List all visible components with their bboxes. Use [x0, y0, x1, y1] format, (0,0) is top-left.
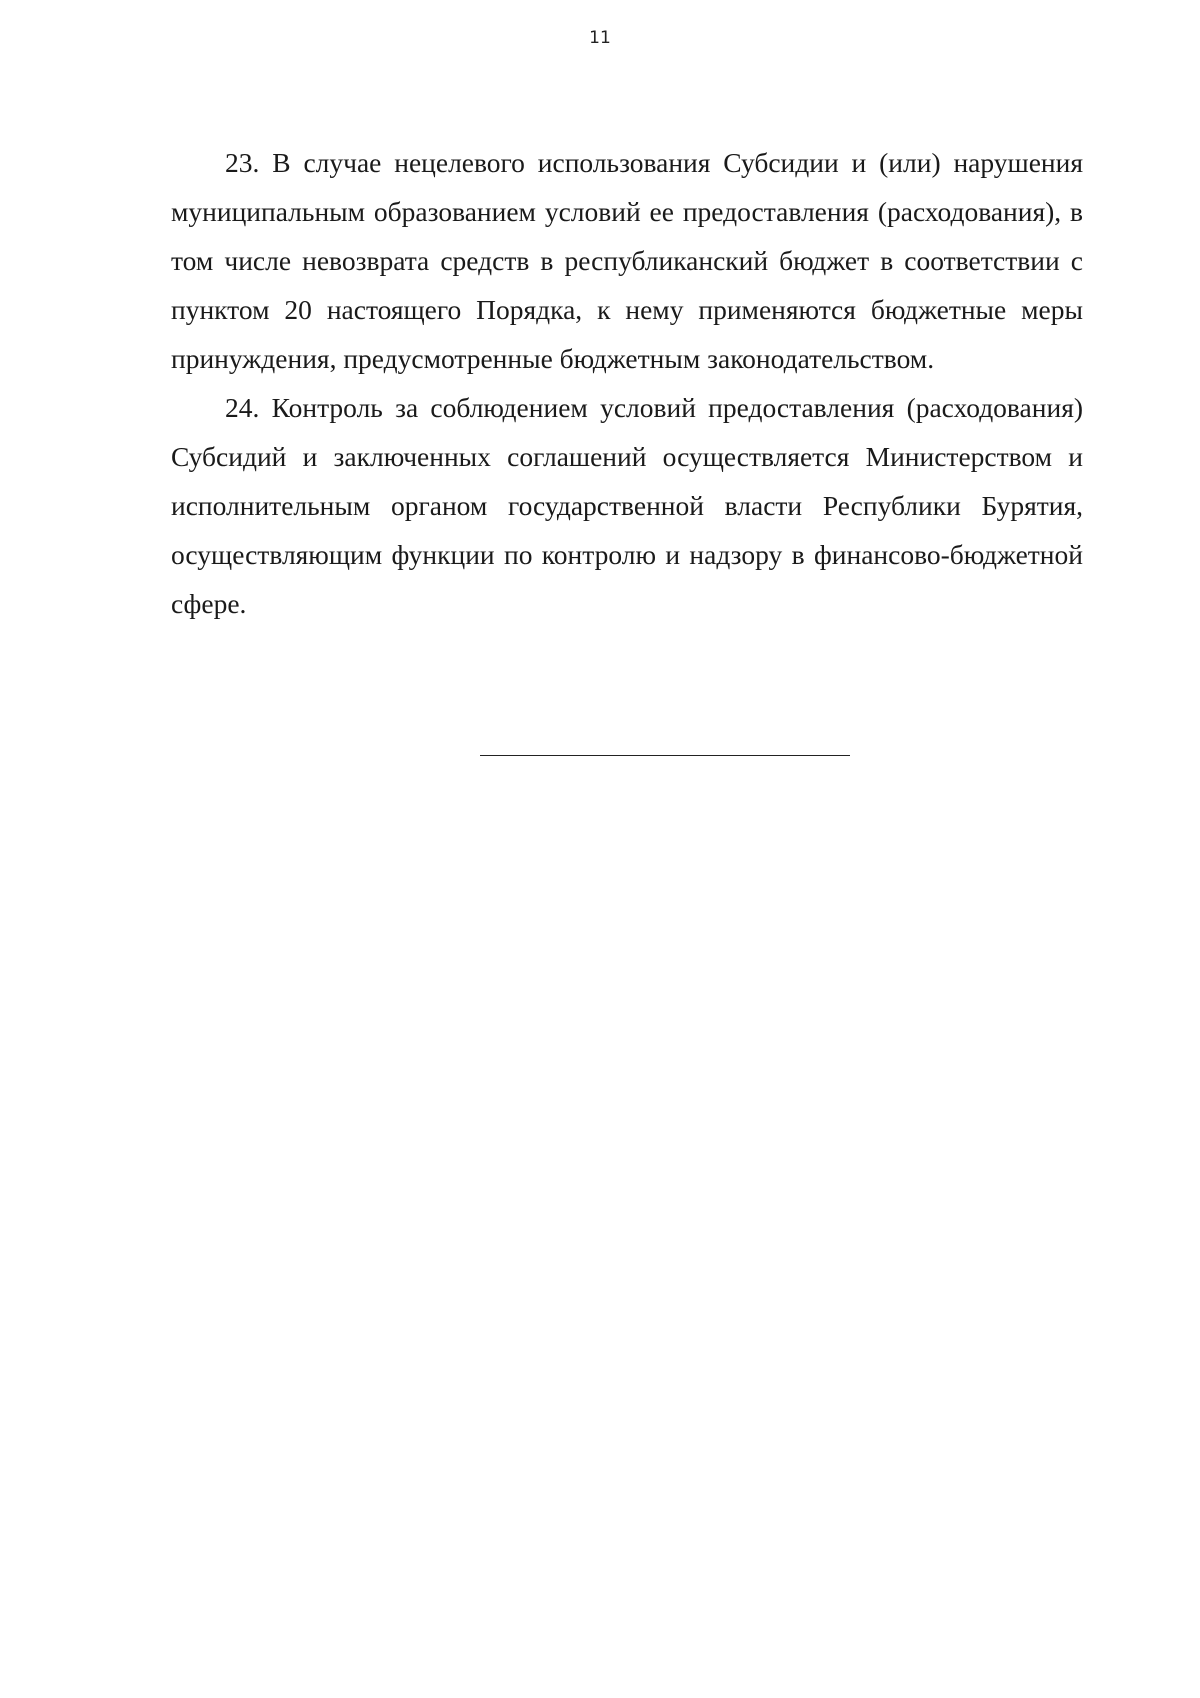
paragraph-23: 23. В случае нецелевого использования Субсидии и (или) нарушения муниципальным образованием условий ее предоставления (расходования), в том числе невозврата средств в республиканский бюджет в соответствии с пунктом 20 настоящего Порядка, к нему применяются бюджетные меры принуждения, предусмотренные бюджетным законодательством. — [171, 147, 1083, 374]
closing-rule — [480, 755, 850, 756]
page-number: 11 — [589, 28, 611, 48]
paragraph-24: 24. Контроль за соблюдением условий предоставления (расходования) Субсидий и заключенных соглашений осуществляется Министерством и исполнительным органом государственной власти Республики Бурятия, осуществляющим функции по контролю и надзору в финансово-бюджетной сфере. — [171, 392, 1083, 619]
document-body — [171, 138, 1083, 628]
